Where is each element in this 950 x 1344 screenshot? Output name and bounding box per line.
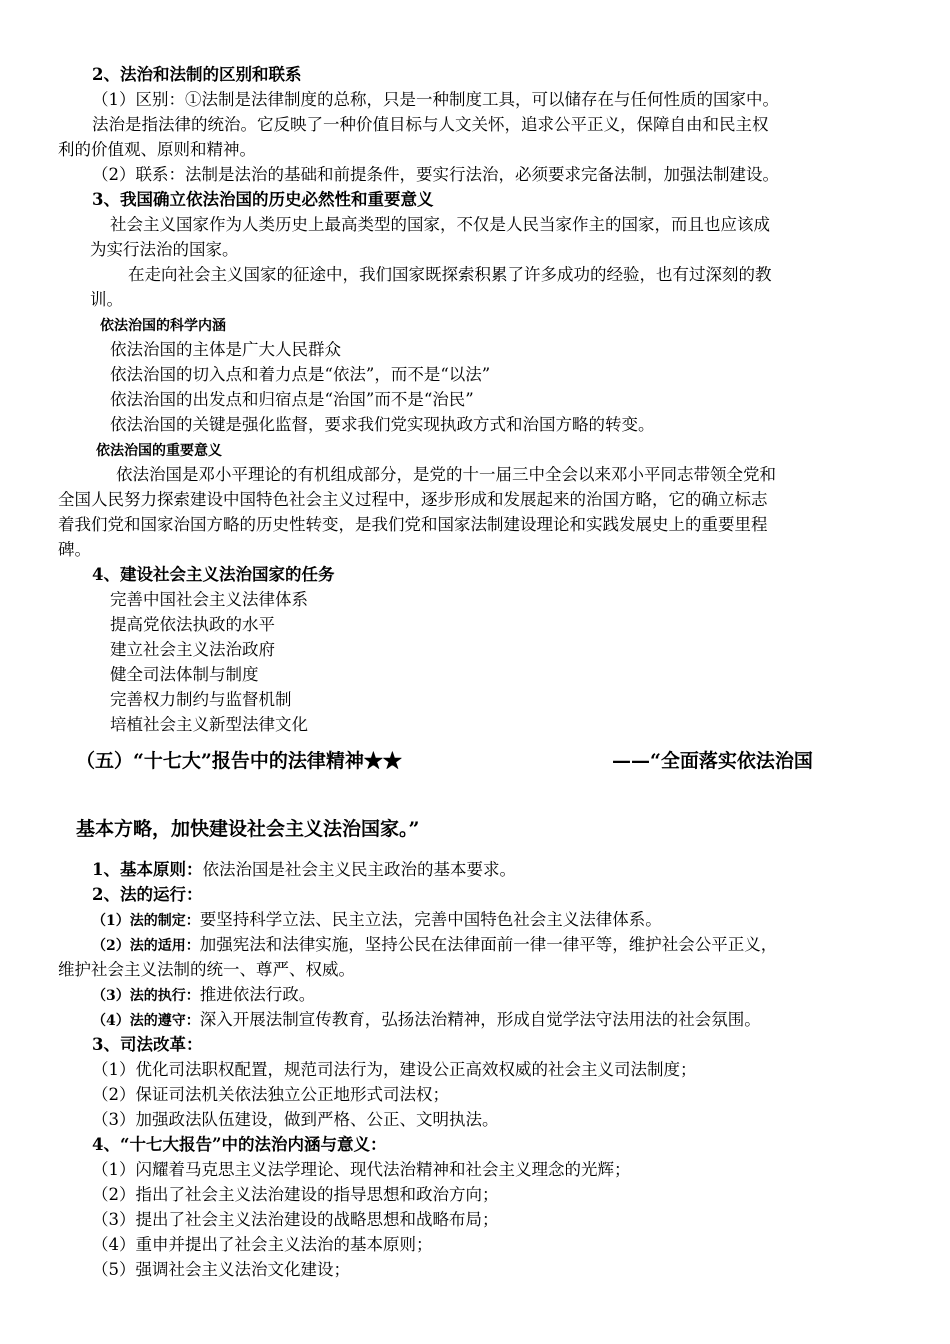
sci-item-4: 依法治国的关键是强化监督，要求我们党实现执政方式和治国方略的转变。 (110, 415, 655, 434)
task-item: 提高党依法执政的水平 (110, 615, 275, 634)
making-line (92, 909, 662, 932)
sci-item-3: 依法治国的出发点和归宿点是“治国”而不是“治民” (110, 390, 474, 409)
task-item: 健全司法体制与制度 (110, 665, 259, 684)
sec2-line4: （2）联系：法制是法治的基础和前提条件，要实行法治，必须要求完备法制，加强法制建设。 (92, 165, 779, 184)
sci-title: 依法治国的科学内涵 (100, 318, 226, 334)
operation-label: 2、法的运行： (92, 885, 203, 904)
meaning-item: （3）提出了社会主义法治建设的战略思想和战略布局； (92, 1210, 499, 1229)
imp-line2: 全国人民努力探索建设中国特色社会主义过程中，逐步形成和发展起来的治国方略，它的确立标志 (58, 490, 768, 509)
sec2-line3: 利的价值观、原则和精神。 (58, 140, 256, 159)
applying-cont: 维护社会主义法制的统一、尊严、权威。 (58, 960, 355, 979)
sec5-title-right: ——“全面落实依法治国 (612, 750, 813, 772)
observing-label: （4）法的遵守： (92, 1013, 200, 1029)
task-item: 培植社会主义新型法律文化 (110, 715, 308, 734)
imp-line1: 依法治国是邓小平理论的有机组成部分，是党的十一届三中全会以来邓小平同志带领全党和 (116, 465, 776, 484)
sec3-title: 3、我国确立依法治国的历史必然性和重要意义 (92, 190, 434, 209)
task-item: 建立社会主义法治政府 (110, 640, 275, 659)
sec2-line2: 法治是指法律的统治。它反映了一种价值目标与人文关怀，追求公平正义，保障自由和民主权 (92, 115, 769, 134)
executing-line (92, 984, 315, 1007)
meaning-label: 4、“十七大报告”中的法治内涵与意义： (92, 1135, 387, 1154)
task-item: 完善权力制约与监督机制 (110, 690, 292, 709)
sec3-p1a: 社会主义国家作为人类历史上最高类型的国家，不仅是人民当家作主的国家，而且也应该成 (110, 215, 770, 234)
observing-text: 深入开展法制宣传教育，弘扬法治精神，形成自觉学法守法用法的社会氛围。 (199, 1010, 761, 1029)
applying-label: （2）法的适用： (92, 938, 200, 954)
sec2-title: 2、法治和法制的区别和联系 (92, 65, 302, 84)
judicial-item: （1）优化司法职权配置，规范司法行为，建设公正高效权威的社会主义司法制度； (92, 1060, 697, 1079)
judicial-label: 3、司法改革： (92, 1035, 203, 1054)
judicial-item: （2）保证司法机关依法独立公正地形式司法权； (92, 1085, 449, 1104)
imp-line3: 着我们党和国家治国方略的历史性转变，是我们党和国家法制建设理论和实践发展史上的重要里程 (58, 515, 768, 534)
sci-item-1: 依法治国的主体是广大人民群众 (110, 340, 341, 359)
meaning-item: （2）指出了社会主义法治建设的指导思想和政治方向； (92, 1185, 499, 1204)
applying-line (92, 934, 777, 957)
sec5-title-cont: 基本方略，加快建设社会主义法治国家。” (76, 818, 420, 840)
imp-title: 依法治国的重要意义 (96, 443, 222, 459)
principle-text: 依法治国是社会主义民主政治的基本要求。 (202, 860, 516, 879)
meaning-item: （4）重申并提出了社会主义法治的基本原则； (92, 1235, 433, 1254)
executing-label: （3）法的执行： (92, 988, 200, 1004)
principle-label: 1、基本原则： (92, 860, 203, 879)
judicial-item: （3）加强政法队伍建设，做到严格、公正、文明执法。 (92, 1110, 499, 1129)
sec3-p1b: 为实行法治的国家。 (90, 240, 239, 259)
observing-line (92, 1009, 761, 1032)
sec3-p2a: 在走向社会主义国家的征途中，我们国家既探索积累了许多成功的经验，也有过深刻的教 (128, 265, 772, 284)
sec3-p2b: 训。 (90, 290, 123, 309)
meaning-item: （5）强调社会主义法治文化建设； (92, 1260, 350, 1279)
task-item: 完善中国社会主义法律体系 (110, 590, 308, 609)
sec5-title-left: （五）“十七大”报告中的法律精神★★ (76, 750, 402, 772)
sec4-title: 4、建设社会主义法治国家的任务 (92, 565, 335, 584)
imp-line4: 碑。 (58, 540, 91, 559)
sci-item-2: 依法治国的切入点和着力点是“依法”，而不是“以法” (110, 365, 491, 384)
making-text: 要坚持科学立法、民主立法，完善中国特色社会主义法律体系。 (199, 910, 662, 929)
executing-text: 推进依法行政。 (199, 985, 316, 1004)
principle-line (92, 859, 516, 881)
meaning-item: （1）闪耀着马克思主义法学理论、现代法治精神和社会主义理念的光辉； (92, 1160, 631, 1179)
applying-text: 加强宪法和法律实施，坚持公民在法律面前一律一律平等，维护社会公平正义， (199, 935, 778, 954)
sec2-line1: （1）区别：①法制是法律制度的总称，只是一种制度工具，可以储存在与任何性质的国家中。 (92, 90, 779, 109)
making-label: （1）法的制定： (92, 913, 200, 929)
